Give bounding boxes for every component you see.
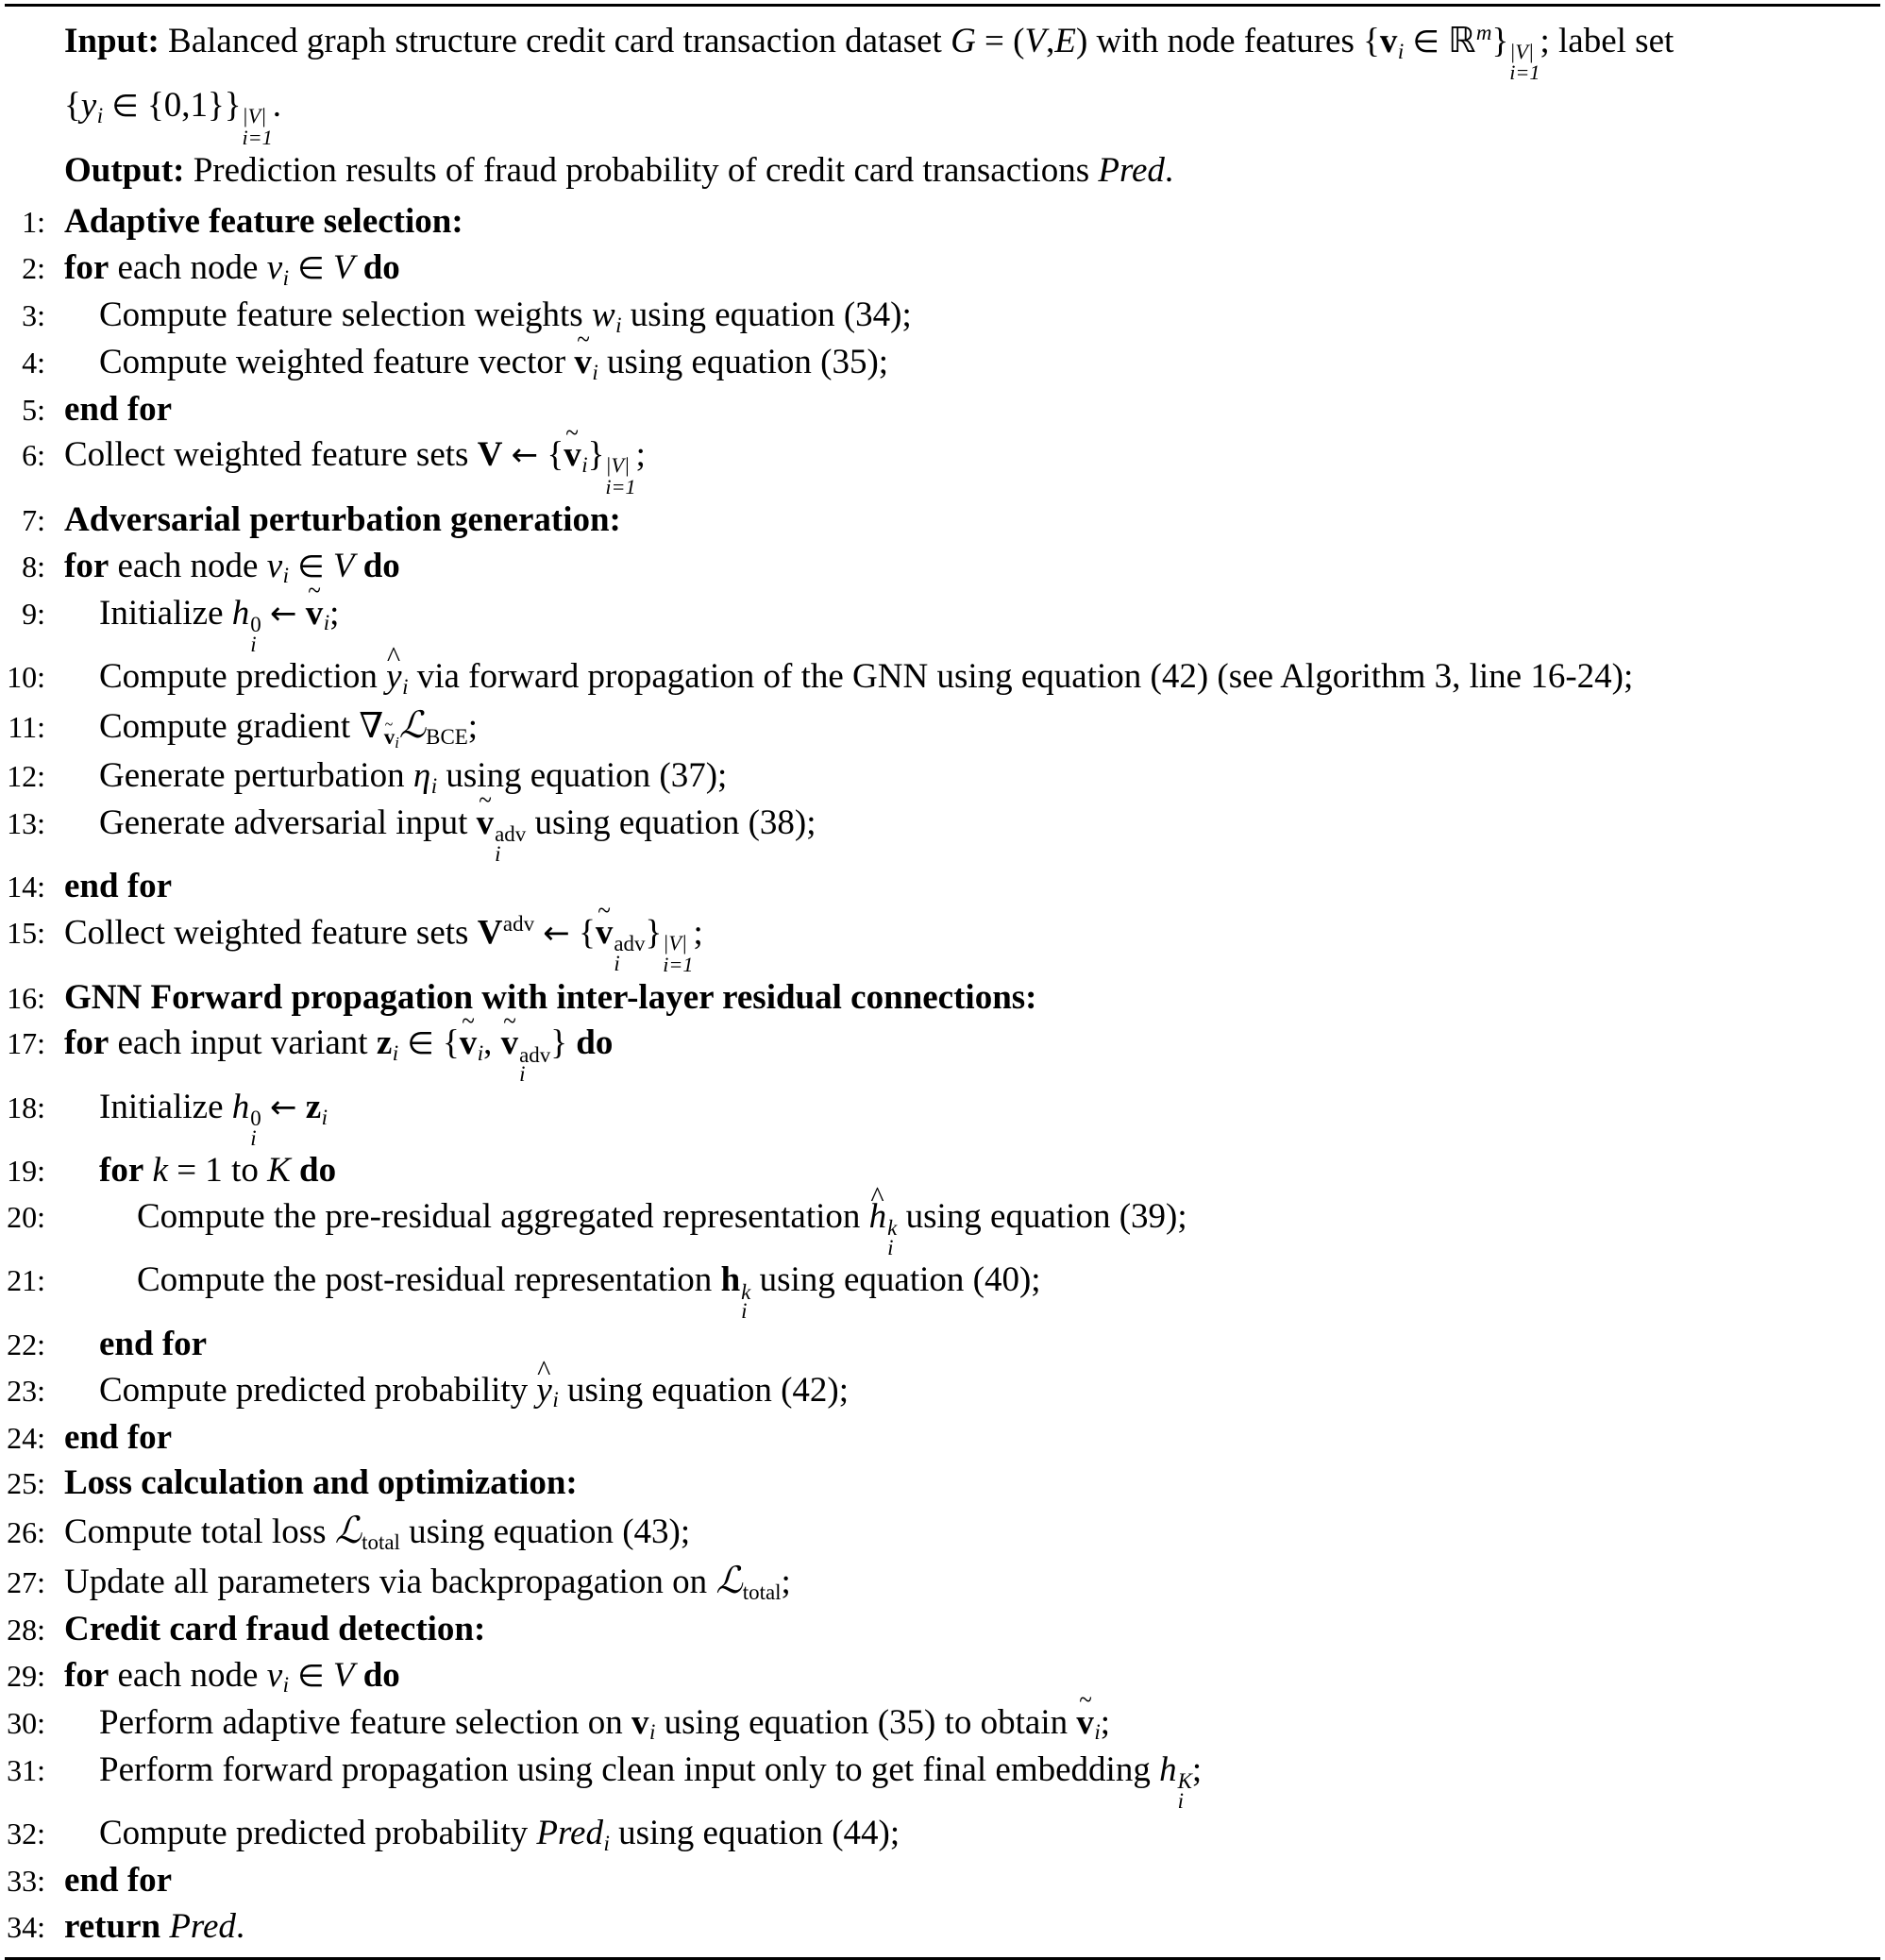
line-pre-text: Collect weighted feature sets [64, 435, 469, 475]
keyword-for: for [99, 1151, 144, 1191]
line-post-text: using equation (34); [630, 295, 912, 334]
line-mid-text: using equation (35) to obtain [664, 1702, 1069, 1742]
keyword-for: for [64, 546, 109, 585]
line-post-text: ; [467, 707, 479, 747]
code-lines [0, 199, 1885, 1950]
line-pre-text: Compute total loss [64, 1512, 327, 1551]
line-content: Generate perturbation $\eta_i$ using equation (37); [99, 755, 728, 798]
line-post-text: using equation (44); [618, 1814, 900, 1853]
code-line-10 [0, 654, 1885, 701]
line-content [45, 975, 1885, 1022]
line-pre-text: Initialize [99, 1087, 224, 1126]
code-line-15 [0, 910, 1885, 975]
line-post-text: ; [781, 1562, 791, 1601]
line-content: for each input variant $z_i$ ∈ {~ $v_i$, ~ v adv i } do [45, 1021, 1885, 1084]
input-line-cont [0, 83, 1885, 147]
line-post-text: using equation (40); [759, 1260, 1041, 1300]
keyword-end-for: end for [99, 1324, 208, 1363]
line-content: for each node $v_i$ ∈ V do [64, 247, 400, 290]
line-number: 3: [22, 297, 45, 332]
line-content: Initialize h 0 i ← ~ $v_i$; [45, 591, 1885, 654]
line-post-text: using equation (35); [607, 342, 889, 381]
line-post-text: via forward propagation of the GNN using equation (42) (see Algorithm 3, line 16-24); [416, 657, 1634, 697]
line-post-text: ; [329, 593, 340, 633]
line-pre-text: Compute weighted feature vector [99, 342, 566, 381]
line-content: Collect weighted feature sets V ← {~ $v_i$} |V| i=1 ; [45, 432, 1885, 497]
line-number: 5: [22, 392, 45, 427]
code-line-17 [0, 1021, 1885, 1087]
line-content [45, 387, 1885, 433]
line-pre-text: Update all parameters via backpropagation on [64, 1562, 708, 1601]
code-line-26 [0, 1507, 1885, 1557]
line-content: Perform forward propagation using clean input only to get final embedding h K i ; [99, 1749, 1203, 1813]
code-line-12 [0, 753, 1885, 801]
io-block [0, 7, 1885, 194]
line-number: 12: [7, 758, 45, 793]
line-content [45, 864, 1885, 910]
line-pre-text: Compute feature selection weights [99, 295, 583, 334]
line-post-text: using equation (39); [905, 1196, 1187, 1236]
code-line-8 [0, 544, 1885, 591]
input-text-c: ; label set [1540, 22, 1675, 60]
line-content: Compute predicted probability Pred$_i$ using equation (44); [99, 1814, 900, 1855]
keyword-for: for [64, 247, 109, 287]
line-pre-text: Initialize [99, 593, 224, 633]
output-symbol: Pred [1098, 150, 1165, 190]
line-number: 22: [7, 1326, 45, 1361]
code-line-20 [0, 1194, 1885, 1258]
line-number: 1: [22, 205, 45, 240]
code-line-16 [0, 975, 1885, 1022]
line-pre-text: Perform forward propagation using clean input only to get final embedding [99, 1749, 1151, 1789]
code-line-34 [0, 1904, 1885, 1951]
line-pre-text: Perform adaptive feature selection on [99, 1702, 623, 1742]
input-line [0, 18, 1885, 83]
code-line-14 [0, 864, 1885, 910]
code-line-22 [0, 1322, 1885, 1368]
keyword-for: for [64, 1655, 109, 1695]
line-pre-text: Collect weighted feature sets [64, 913, 469, 953]
section-heading: GNN Forward propagation with inter-layer residual connections: [64, 977, 1037, 1017]
output-label: Output: [64, 150, 185, 190]
line-post-text: . [235, 1906, 245, 1946]
line-number: 25: [7, 1466, 45, 1501]
line-number: 8: [22, 549, 45, 583]
line-content: for each node $v_i$ ∈ V do [64, 1655, 400, 1698]
line-number: 19: [7, 1154, 45, 1189]
line-content: Compute feature selection weights $w_i$ using equation (34); [99, 295, 912, 337]
line-content: Compute weighted feature vector ~ $v_i$ using equation (35); [45, 340, 1885, 387]
return-symbol: Pred [169, 1906, 236, 1946]
code-line-6 [0, 432, 1885, 497]
label-set-symbol: {$y_i$ ∈ {0,1}} |V| i=1 . [64, 86, 281, 149]
code-line-4 [0, 340, 1885, 387]
line-number: 33: [7, 1864, 45, 1899]
loop-text: each node [117, 546, 259, 585]
output-period: . [1164, 150, 1174, 190]
code-line-19 [0, 1148, 1885, 1194]
line-number: 31: [7, 1752, 45, 1787]
input-feature-set: {$v_i$ ∈ ℝ$^m$} |V| i=1 [1363, 20, 1540, 85]
line-content: Compute the post-residual representation h k i using equation (40); [137, 1260, 1041, 1324]
line-content: Update all parameters via backpropagation on ℒtotal; [64, 1559, 791, 1604]
line-post-text: ; [1100, 1702, 1111, 1742]
section-heading: Adversarial perturbation generation: [64, 499, 621, 539]
line-pre-text: Compute predicted probability [99, 1370, 529, 1410]
line-number: 21: [7, 1263, 45, 1298]
line-post-text: using equation (37); [446, 755, 728, 795]
code-line-28 [0, 1607, 1885, 1653]
code-line-30 [0, 1700, 1885, 1748]
input-label: Input: [64, 22, 160, 60]
line-number: 28: [7, 1612, 45, 1647]
loop-text: each node [117, 1655, 259, 1695]
line-pre-text: Generate perturbation [99, 755, 405, 795]
line-post-text: using equation (38); [534, 803, 816, 842]
input-text-b: with node features [1096, 22, 1355, 60]
loop-text: each node [117, 247, 259, 287]
line-number: 2: [22, 250, 45, 285]
line-content: Perform adaptive feature selection on $v_i$ using equation (35) to obtain ~ $v_i$; [45, 1700, 1885, 1748]
line-post-text: using equation (43); [409, 1512, 691, 1551]
code-line-11 [0, 701, 1885, 753]
line-number: 23: [7, 1373, 45, 1408]
line-content [45, 1904, 1885, 1951]
keyword-do: do [362, 1655, 400, 1695]
line-content: for each node $v_i$ ∈ V do [64, 546, 400, 588]
line-number: 27: [7, 1564, 45, 1599]
keyword-return: return [64, 1906, 161, 1946]
line-number: 9: [22, 596, 45, 631]
line-number: 7: [22, 502, 45, 537]
code-line-18 [0, 1085, 1885, 1148]
line-number: 15: [7, 916, 45, 951]
code-line-27 [0, 1557, 1885, 1607]
code-line-25 [0, 1461, 1885, 1507]
line-number: 24: [7, 1420, 45, 1455]
keyword-end-for: end for [64, 867, 173, 906]
code-line-3 [0, 293, 1885, 340]
keyword-end-for: end for [64, 1861, 173, 1901]
line-pre-text: Compute predicted probability [99, 1814, 529, 1853]
line-pre-text: Compute gradient [99, 707, 351, 747]
keyword-for: for [64, 1023, 109, 1063]
keyword-end-for: end for [64, 389, 173, 429]
line-number: 18: [7, 1090, 45, 1124]
code-line-31 [0, 1748, 1885, 1811]
code-line-9 [0, 591, 1885, 654]
line-number: 4: [22, 345, 45, 380]
keyword-do: do [362, 247, 400, 287]
line-content: Collect weighted feature sets $V^{adv}$ ← {~ v adv i } |V| i=1 ; [45, 910, 1885, 975]
code-line-1 [0, 199, 1885, 245]
output-text: Prediction results of fraud probability of credit card transactions [193, 150, 1090, 190]
line-content [45, 199, 1885, 245]
line-number: 20: [7, 1199, 45, 1234]
line-pre-text: Compute the post-residual representation [137, 1260, 713, 1300]
loop-bound: K [267, 1151, 291, 1191]
input-graph-symbol: G = (V,E) [951, 22, 1088, 60]
line-content [45, 1461, 1885, 1507]
line-content [45, 1607, 1885, 1653]
code-line-21 [0, 1258, 1885, 1324]
line-number: 10: [7, 660, 45, 695]
line-number: 16: [7, 980, 45, 1015]
line-content: Compute predicted probability ^ $y_i$ using equation (42); [45, 1368, 1885, 1415]
line-content [45, 1415, 1885, 1462]
line-number: 34: [7, 1909, 45, 1944]
line-content: Initialize h 0 i ← $z_i$ [99, 1087, 328, 1150]
code-line-7 [0, 498, 1885, 544]
line-post-text: using equation (42); [566, 1370, 849, 1410]
section-heading: Credit card fraud detection: [64, 1609, 486, 1648]
line-content [45, 498, 1885, 544]
code-line-2 [0, 245, 1885, 293]
line-content: Compute total loss ℒtotal using equation (43); [64, 1509, 691, 1554]
keyword-do: do [576, 1023, 614, 1063]
line-number: 13: [7, 805, 45, 840]
line-content [45, 1858, 1885, 1904]
loop-text: each input variant [117, 1023, 368, 1063]
section-heading: Adaptive feature selection: [64, 202, 463, 242]
output-line [0, 148, 1885, 194]
keyword-do: do [299, 1151, 337, 1191]
node-symbol: v [266, 247, 283, 287]
line-content: Compute prediction ^ $y_i$ via forward propagation of the GNN using equation (42) (see Algorithm 3, line 16-24); [45, 654, 1885, 701]
code-line-13 [0, 801, 1885, 864]
line-number: 6: [22, 438, 45, 473]
line-number: 11: [8, 710, 45, 745]
code-line-23 [0, 1368, 1885, 1415]
line-number: 14: [7, 870, 45, 904]
loop-to: to [231, 1151, 259, 1191]
code-line-5 [0, 387, 1885, 433]
line-post-text: ; [693, 913, 703, 953]
line-content: Generate adversarial input ~ v adv i using equation (38); [45, 801, 1885, 864]
line-post-text: ; [635, 435, 646, 475]
line-content: for k = 1 to K do [99, 1151, 337, 1191]
line-content: Compute the pre-residual aggregated representation ^ h k i using equation (39); [45, 1194, 1885, 1258]
algorithm-block [0, 4, 1885, 1960]
line-pre-text: Compute the pre-residual aggregated representation [137, 1196, 861, 1236]
line-number: 17: [7, 1026, 45, 1061]
line-post-text: ; [1191, 1749, 1203, 1789]
code-line-24 [0, 1415, 1885, 1462]
section-heading: Loss calculation and optimization: [64, 1463, 578, 1503]
code-line-32 [0, 1811, 1885, 1858]
line-content: Compute gradient ∇~ $_{vi}$ℒBCE; [45, 701, 1885, 753]
code-line-29 [0, 1653, 1885, 1700]
keyword-end-for: end for [64, 1417, 173, 1457]
line-content [45, 1322, 1885, 1368]
input-text-a: Balanced graph structure credit card transaction dataset [168, 22, 942, 60]
code-line-33 [0, 1858, 1885, 1904]
line-number: 32: [7, 1816, 45, 1851]
keyword-do: do [362, 546, 400, 585]
line-number: 30: [7, 1705, 45, 1740]
line-number: 26: [7, 1514, 45, 1549]
line-pre-text: Compute prediction [99, 657, 378, 697]
line-number: 29: [7, 1658, 45, 1693]
line-pre-text: Generate adversarial input [99, 803, 468, 842]
